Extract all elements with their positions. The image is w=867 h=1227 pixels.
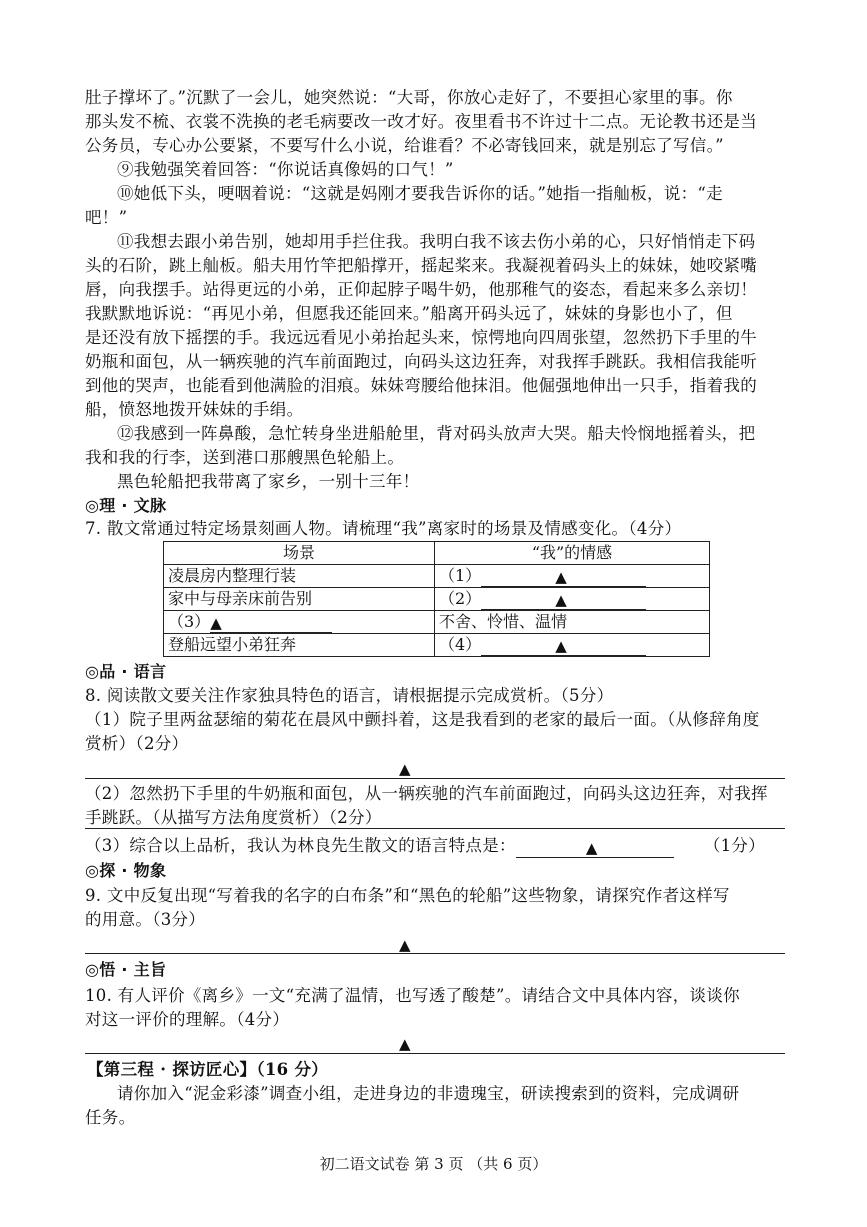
passage-line: 肚子撑坏了。”沉默了一会儿，她突然说：“大哥，你放心走好了，不要担心家里的事。你 xyxy=(85,88,733,107)
answer-line[interactable] xyxy=(85,828,785,829)
passage-line: 是还没有放下摇摆的手。我远远看见小弟抬起头来，惊愕地向四周张望，忽然扔下手里的牛 xyxy=(85,328,757,347)
question-8-1: （1）院子里两盆瑟缩的菊花在晨风中颤抖着，这是我看到的老家的最后一面。（从修辞角度 xyxy=(85,710,760,729)
passage-line: 公务员，专心办公要紧，不要写什么小说，给谁看？不必寄钱回来，就是别忘了写信。” xyxy=(85,136,724,155)
table-header: 场景 xyxy=(164,542,435,565)
triangle-icon: ▲ xyxy=(585,839,598,857)
passage-line: 到他的哭声，也能看到他满脸的泪痕。妹妹弯腰给他抹泪。他倔强地伸出一只手，指着我的 xyxy=(85,376,757,395)
passage-line: 头的石阶，跳上舢板。船夫用竹竿把船撑开，摇起桨来。我凝视着码头上的妹妹，她咬紧嘴 xyxy=(85,256,757,275)
passage-line: 唇，向我摆手。站得更远的小弟，正仰起脖子喝牛奶，他那稚气的姿态，看起来多么亲切！ xyxy=(85,280,757,299)
passage-line: 船，愤怒地拨开妹妹的手绢。 xyxy=(85,400,304,419)
answer-label: （1） xyxy=(439,566,482,585)
passage-line: ⑨我勉强笑着回答：“你说话真像妈的口气！” xyxy=(117,160,454,179)
answer-line[interactable] xyxy=(85,953,785,954)
passage-line: 黑色轮船把我带离了家乡，一别十三年！ xyxy=(117,472,420,491)
answer-cell[interactable] xyxy=(435,565,710,588)
question-9: 9. 文中反复出现“写着我的名字的白布条”和“黑色的轮船”这些物象，请探究作者这样写 xyxy=(85,886,730,905)
passage-line: ⑩她低下头，哽咽着说：“这就是妈刚才要我告诉你的话。”她指一指舢板，说：“走 xyxy=(117,184,723,203)
triangle-icon: ▲ xyxy=(399,760,411,778)
question-9-cont: 的用意。（3分） xyxy=(85,910,206,929)
triangle-icon: ▲ xyxy=(555,591,567,609)
answer-blank[interactable] xyxy=(516,839,674,858)
triangle-icon: ▲ xyxy=(555,637,567,655)
passage-line: 奶瓶和面包，从一辆疾驰的汽车前面跑过，向码头这边狂奔，对我挥手跳跃。我相信我能听 xyxy=(85,352,757,371)
answer-cell[interactable] xyxy=(435,634,710,657)
passage-line: ⑪我想去跟小弟告别，她却用手拦住我。我明白我不该去伤小弟的心，只好悄悄走下码 xyxy=(117,232,756,251)
question-8-2-cont: 手跳跃。（从描写方法角度赏析）（2分） xyxy=(85,808,382,827)
page-footer: 初二语文试卷 第 3 页 （共 6 页） xyxy=(319,1155,548,1173)
answer-line[interactable] xyxy=(85,1053,785,1054)
triangle-icon: ▲ xyxy=(399,936,411,954)
question-8: 8. 阅读散文要关注作家独具特色的语言，请根据提示完成赏析。（5分） xyxy=(85,686,614,705)
triangle-icon: ▲ xyxy=(210,614,222,632)
score-label: （1分） xyxy=(703,836,766,855)
question-8-1-cont: 赏析）（2分） xyxy=(85,734,189,753)
answer-line[interactable] xyxy=(85,778,785,779)
table-cell: 登船远望小弟狂奔 xyxy=(164,634,435,657)
triangle-icon: ▲ xyxy=(555,568,567,586)
answer-label: （4） xyxy=(439,635,482,654)
section-heading: ◎探 · 物象 xyxy=(85,861,167,880)
passage-line: 吧！” xyxy=(85,208,128,227)
question-10-cont: 对这一评价的理解。（4分） xyxy=(85,1010,290,1029)
answer-blank[interactable] xyxy=(481,637,646,656)
answer-label: （3） xyxy=(168,612,211,631)
table-row xyxy=(164,611,710,634)
passage-line: ⑫我感到一阵鼻酸，急忙转身坐进船舱里，背对码头放声大哭。船夫怜悯地摇着头，把 xyxy=(117,424,756,443)
answer-blank[interactable] xyxy=(481,591,646,610)
table-header: “我”的情感 xyxy=(435,542,710,565)
passage-line: 我和我的行李，送到港口那艘黑色轮船上。 xyxy=(85,448,405,467)
passage-line: 那头发不梳、衣裳不洗换的老毛病要改一改才好。夜里看书不许过十二点。无论教书还是当 xyxy=(85,112,757,131)
passage-line: 我默默地诉说：“再见小弟，但愿我还能回来。”船离开码头远了，妹妹的身影也小了，但 xyxy=(85,304,733,323)
table-cell: 家中与母亲床前告别 xyxy=(164,588,435,611)
part-intro: 请你加入“泥金彩漆”调查小组，走进身边的非遗瑰宝，研读搜索到的资料，完成调研 xyxy=(117,1084,740,1103)
section-heading: ◎理 · 文脉 xyxy=(85,496,167,515)
answer-blank[interactable] xyxy=(481,568,646,587)
question-8-3 xyxy=(85,834,785,858)
question-7: 7. 散文常通过特定场景刻画人物。请梳理“我”离家时的场景及情感变化。（4分） xyxy=(85,519,682,538)
table-row xyxy=(164,634,710,657)
question-8-3-text: （3）综合以上品析，我认为林良先生散文的语言特点是： xyxy=(85,836,516,855)
table-header-row xyxy=(164,542,710,565)
question-8-2: （2）忽然扔下手里的牛奶瓶和面包，从一辆疾驰的汽车前面跑过，向码头这边狂奔，对我挥 xyxy=(85,784,768,803)
question-10: 10. 有人评价《离乡》一文“充满了温情，也写透了酸楚”。请结合文中具体内容，谈谈你 xyxy=(85,986,740,1005)
answer-blank[interactable] xyxy=(210,614,332,633)
table-row xyxy=(164,588,710,611)
part-intro-cont: 任务。 xyxy=(85,1108,136,1127)
answer-cell[interactable] xyxy=(435,588,710,611)
section-heading: ◎悟 · 主旨 xyxy=(85,960,167,979)
scene-emotion-table xyxy=(163,541,710,657)
table-cell: 不舍、怜惜、温情 xyxy=(435,611,710,634)
answer-label: （2） xyxy=(439,589,482,608)
triangle-icon: ▲ xyxy=(399,1035,411,1053)
part-heading: 【第三程 · 探访匠心】（16 分） xyxy=(87,1060,329,1079)
answer-cell[interactable] xyxy=(164,611,435,634)
section-heading: ◎品 · 语言 xyxy=(85,662,167,681)
table-row xyxy=(164,565,710,588)
table-cell: 凌晨房内整理行装 xyxy=(164,565,435,588)
